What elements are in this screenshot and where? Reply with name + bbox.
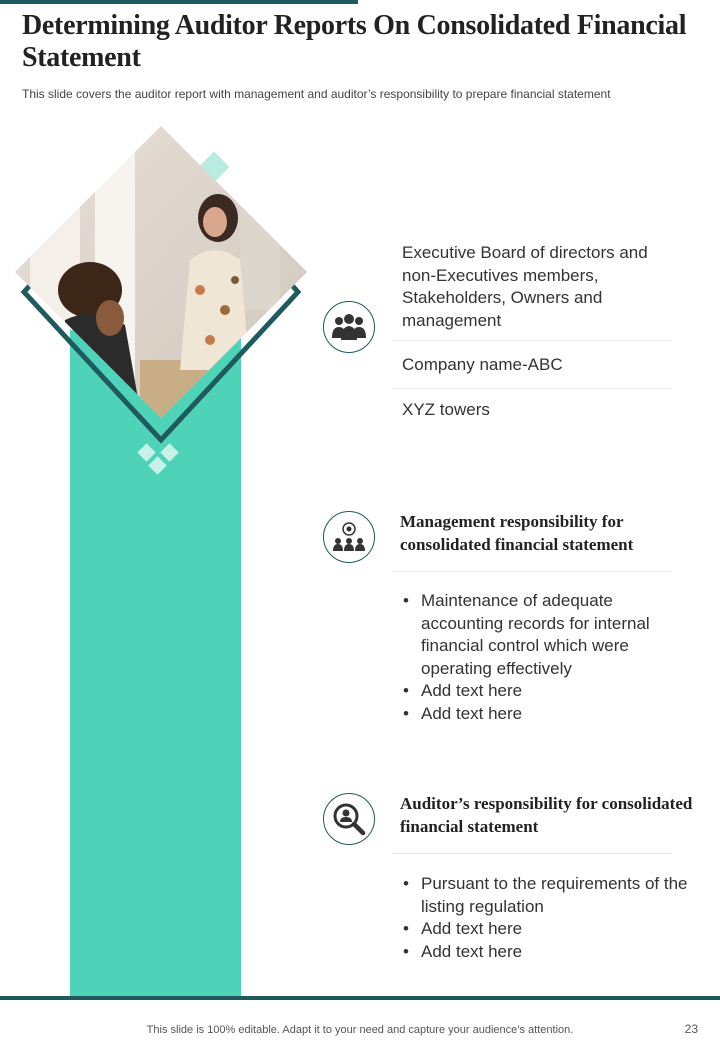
person-search-icon (323, 793, 375, 845)
deco-diamond-bottom-right (160, 443, 178, 461)
section3-heading: Auditor’s responsibility for consolidated financial statement (400, 794, 693, 836)
section1-divider-1 (392, 340, 672, 341)
meeting-photo (0, 110, 320, 430)
section3-bullet-list (401, 873, 691, 963)
section2-heading: Management responsibility for consolidated financial statement (400, 512, 634, 554)
section1-divider-2 (392, 388, 672, 389)
top-accent-bar (0, 0, 358, 4)
deco-diamond-bottom-center (148, 456, 166, 474)
photo-diamond-group (0, 110, 320, 490)
deco-diamond-bottom-left (137, 443, 155, 461)
list-item: • Add text here (401, 680, 691, 703)
section3-divider (392, 853, 672, 854)
page-number: 23 (684, 1022, 698, 1036)
group-icon (323, 301, 375, 353)
list-item: • Maintenance of adequate accounting records for internal financial control which were operating effectively (401, 590, 691, 680)
team-hierarchy-icon (323, 511, 375, 563)
section1-entry-company: Company name-ABC (402, 355, 563, 374)
list-item: • Add text here (401, 703, 691, 726)
page-title: Determining Auditor Reports On Consolidated Financial Statement (22, 10, 687, 73)
list-item: • Pursuant to the requirements of the listing regulation (401, 873, 691, 918)
section2-divider (392, 571, 672, 572)
bottom-accent-bar (0, 996, 720, 1000)
section1-entry-board: Executive Board of directors and non-Executives members, Stakeholders, Owners and management (402, 243, 648, 330)
page-subtitle: This slide covers the auditor report with management and auditor’s responsibility to prepare financial statement (22, 87, 611, 101)
list-item: • Add text here (401, 918, 691, 941)
footer-note: This slide is 100% editable. Adapt it to your need and capture your audience’s attention. (146, 1024, 574, 1036)
section2-bullet-list (401, 590, 691, 725)
list-item: • Add text here (401, 941, 691, 964)
section1-entry-address: XYZ towers (402, 400, 490, 419)
